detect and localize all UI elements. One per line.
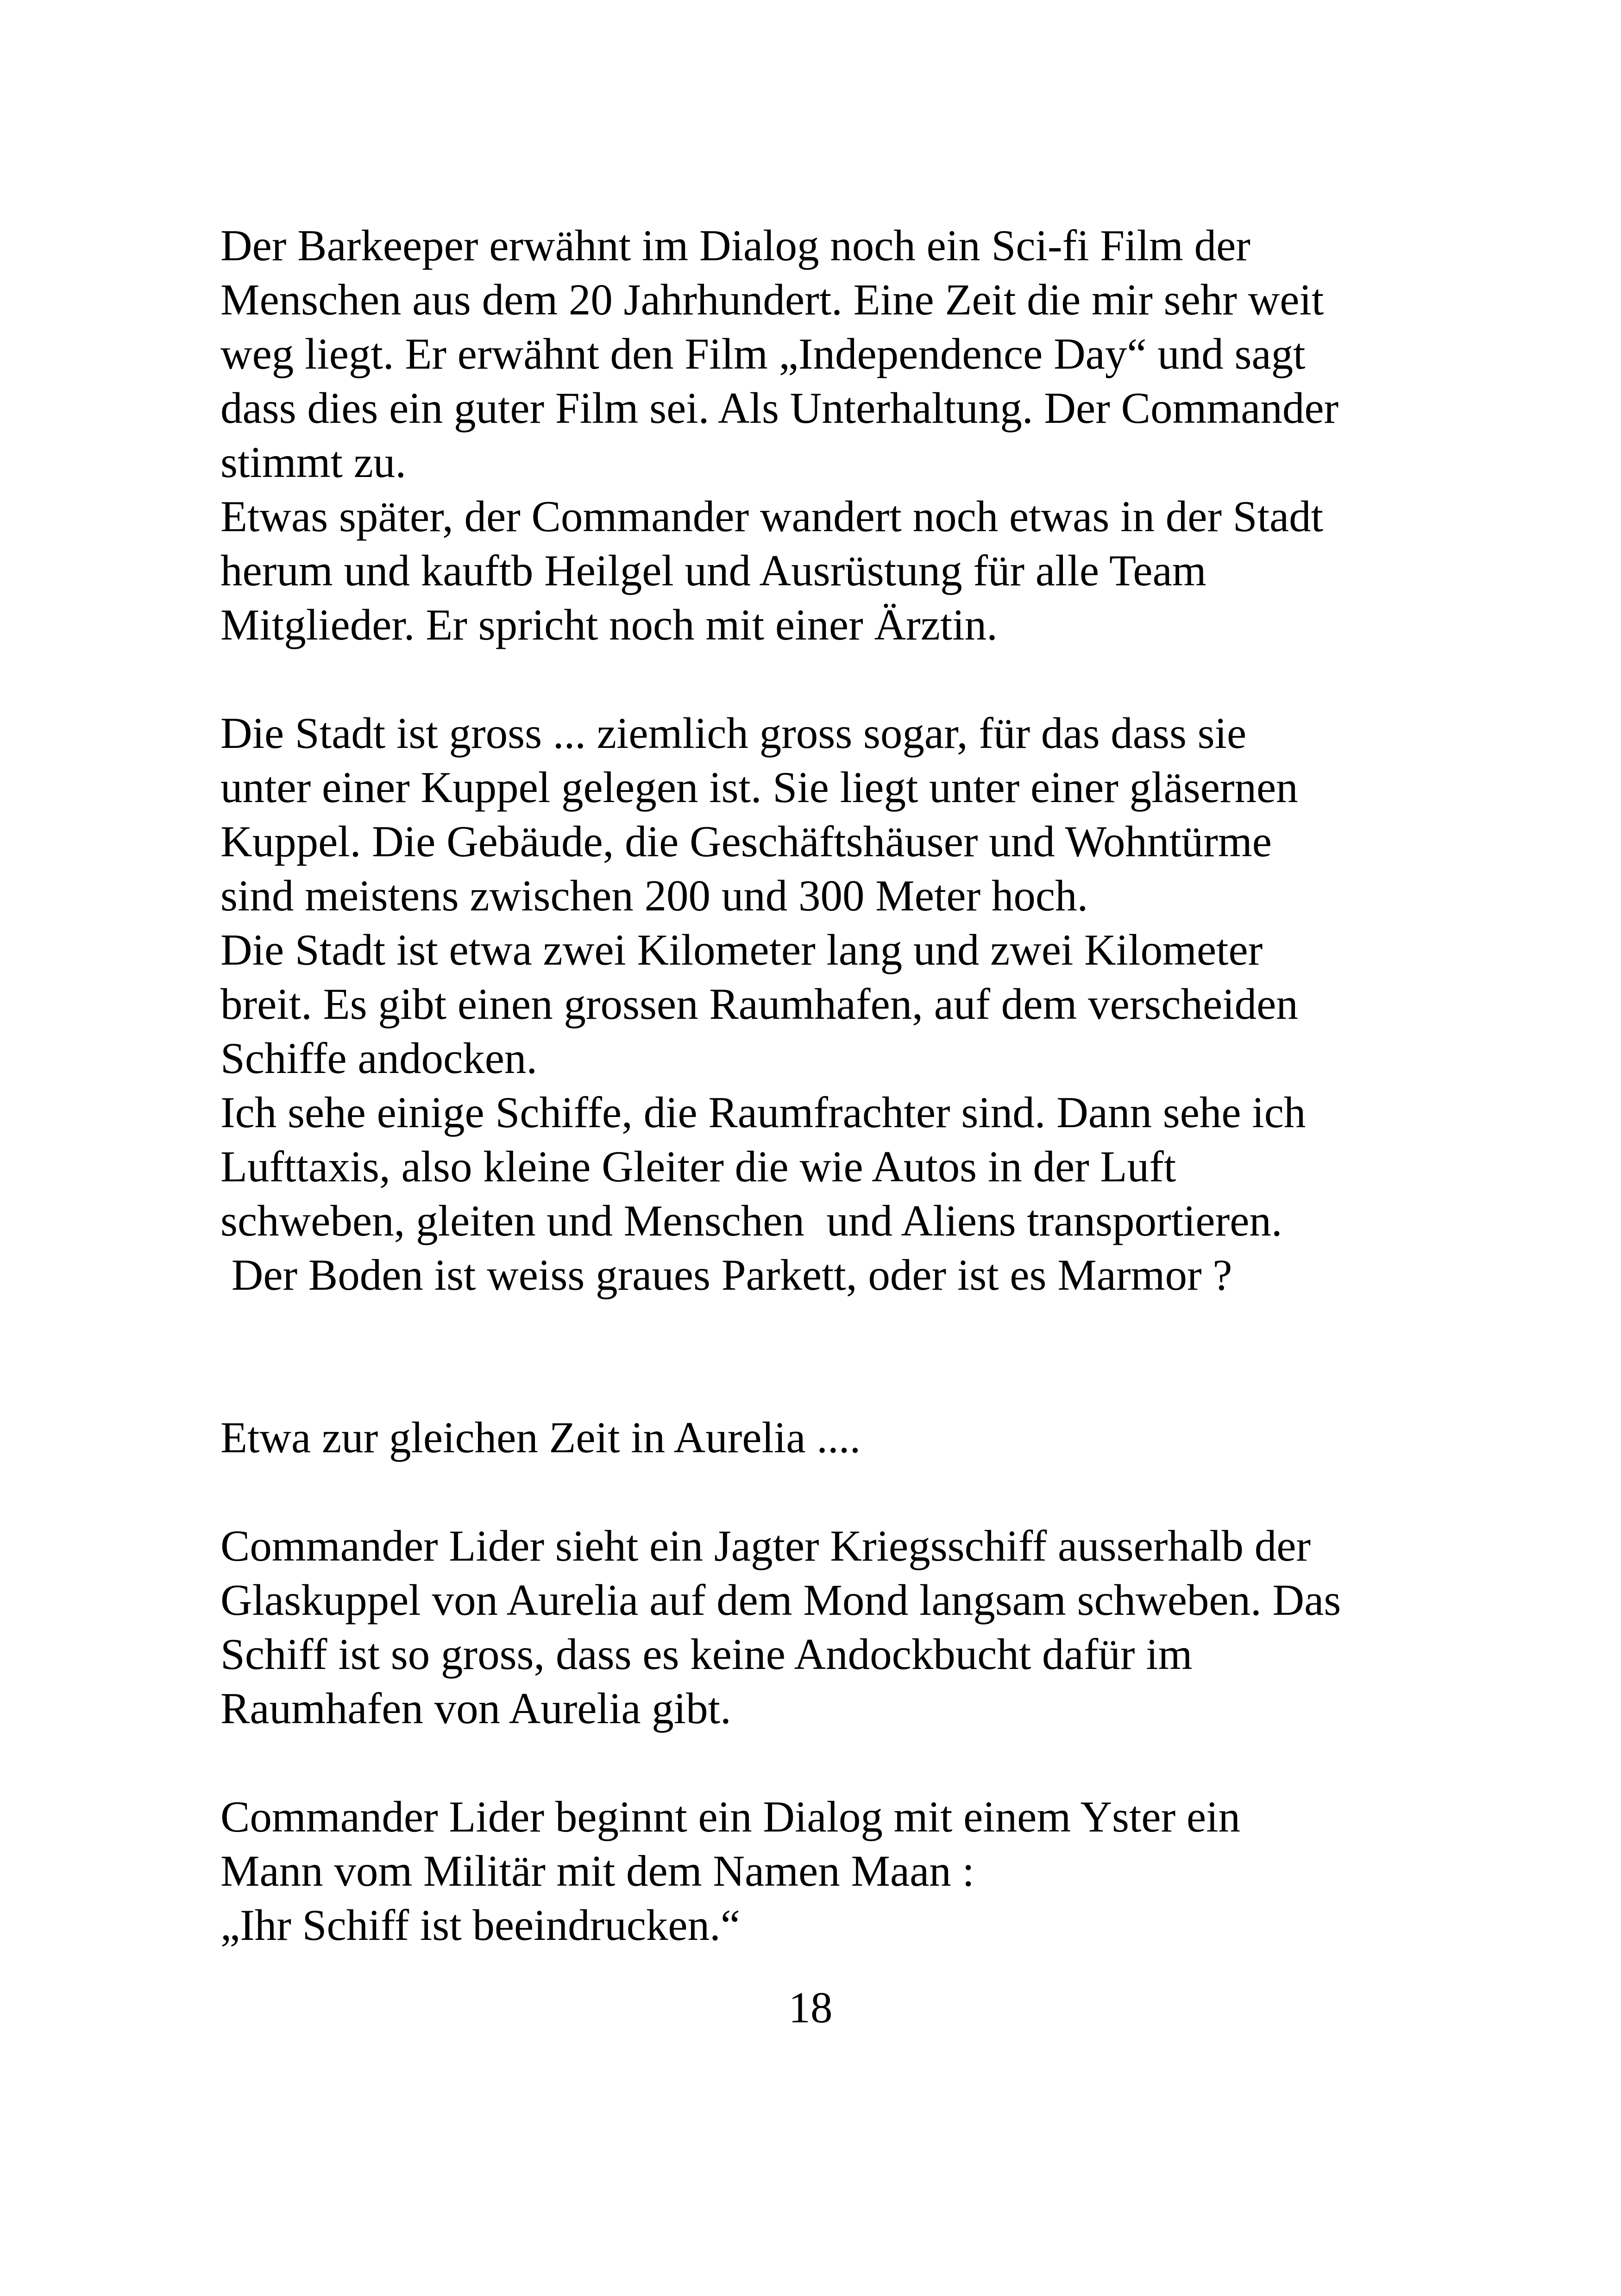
paragraph-gap	[220, 1302, 1471, 1356]
text-line: Der Barkeeper erwähnt im Dialog noch ein Sci-fi Film der	[220, 221, 1250, 270]
text-line: Etwa zur gleichen Zeit in Aurelia ....	[220, 1413, 861, 1462]
paragraph-gap	[220, 652, 1471, 706]
text-line: Lufttaxis, also kleine Gleiter die wie Autos in der Luft	[220, 1142, 1176, 1191]
text-line: Etwas später, der Commander wandert noch etwas in der Stadt	[220, 492, 1324, 541]
page-number: 18	[788, 1983, 833, 2032]
text-line: weg liegt. Er erwähnt den Film „Independence Day“ und sagt	[220, 329, 1306, 378]
text-line: unter einer Kuppel gelegen ist. Sie liegt unter einer gläsernen	[220, 763, 1298, 812]
text-line: „Ihr Schiff ist beeindrucken.“	[220, 1901, 741, 1950]
text-line: stimmt zu.	[220, 438, 407, 487]
text-line: herum und kauftb Heilgel und Ausrüstung für alle Team	[220, 546, 1206, 595]
text-line: sind meistens zwischen 200 und 300 Meter hoch.	[220, 871, 1088, 920]
text-line: Die Stadt ist etwa zwei Kilometer lang und zwei Kilometer	[220, 925, 1263, 974]
text-line: schweben, gleiten und Menschen und Aliens transportieren.	[220, 1196, 1282, 1245]
text-line: Ich sehe einige Schiffe, die Raumfrachter sind. Dann sehe ich	[220, 1088, 1306, 1137]
text-line: Commander Lider beginnt ein Dialog mit einem Yster ein	[220, 1792, 1241, 1841]
body-text	[220, 219, 1471, 1952]
text-line: Die Stadt ist gross ... ziemlich gross sogar, für das dass sie	[220, 709, 1247, 758]
paragraph-gap	[220, 1356, 1471, 1411]
paragraph-gap	[220, 1465, 1471, 1519]
paragraph-gap	[220, 1736, 1471, 1790]
text-line: Glaskuppel von Aurelia auf dem Mond langsam schweben. Das	[220, 1575, 1341, 1625]
text-line: dass dies ein guter Film sei. Als Unterhaltung. Der Commander	[220, 383, 1339, 433]
text-line: Schiff ist so gross, dass es keine Andockbucht dafür im	[220, 1630, 1193, 1679]
text-line: Raumhafen von Aurelia gibt.	[220, 1684, 731, 1733]
text-line: Der Boden ist weiss graues Parkett, oder ist es Marmor ?	[220, 1250, 1232, 1299]
text-line: Menschen aus dem 20 Jahrhundert. Eine Zeit die mir sehr weit	[220, 275, 1324, 324]
text-line: breit. Es gibt einen grossen Raumhafen, auf dem verscheiden	[220, 979, 1298, 1029]
text-line: Kuppel. Die Gebäude, die Geschäftshäuser und Wohntürme	[220, 817, 1272, 866]
text-line: Schiffe andocken.	[220, 1034, 538, 1083]
text-line: Mann vom Militär mit dem Namen Maan :	[220, 1846, 974, 1895]
text-line: Mitglieder. Er spricht noch mit einer Ärztin.	[220, 600, 998, 649]
text-line: Commander Lider sieht ein Jagter Kriegsschiff ausserhalb der	[220, 1521, 1311, 1570]
